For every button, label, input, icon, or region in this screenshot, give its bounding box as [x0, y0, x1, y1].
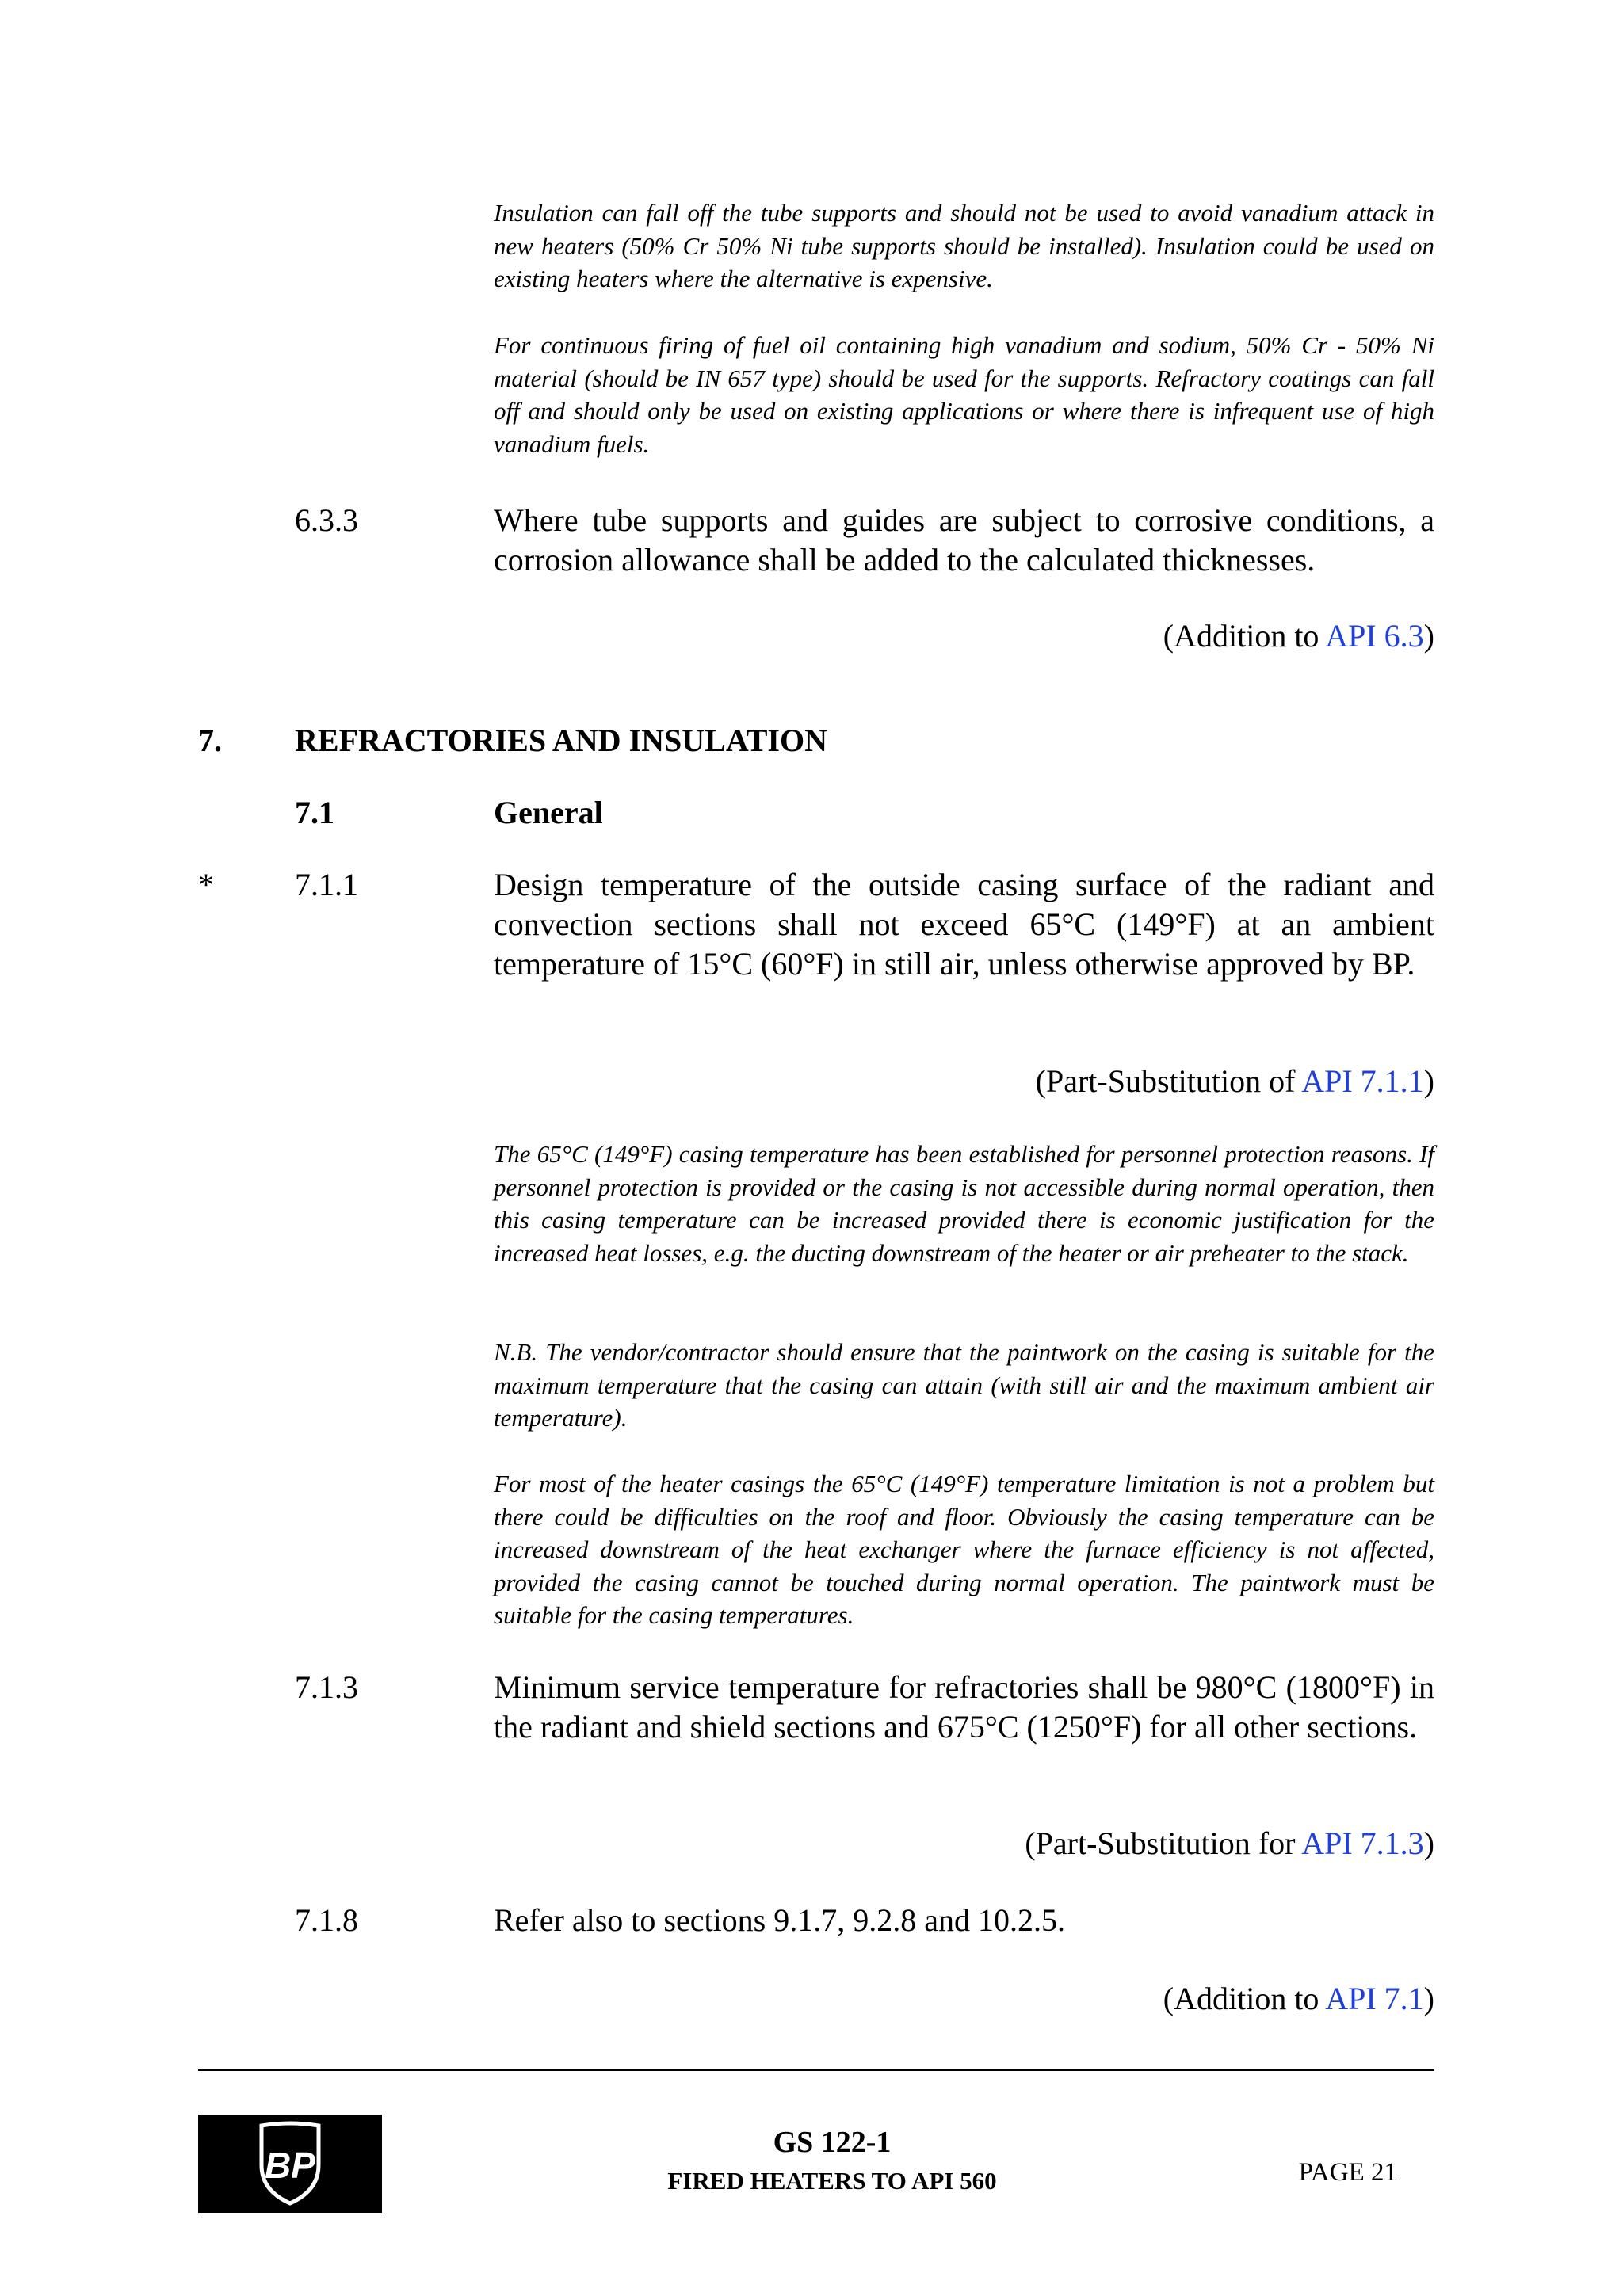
reference-suffix: ) [1423, 1981, 1434, 2016]
api-7-1-1-link[interactable]: API 7.1.1 [1301, 1063, 1424, 1099]
reference-prefix: (Part-Substitution of [1035, 1063, 1302, 1099]
bp-shield-icon [198, 2115, 382, 2213]
reference-suffix: ) [1423, 1063, 1434, 1099]
api-7-1-3-link[interactable]: API 7.1.3 [1301, 1825, 1424, 1861]
clause-text-7-1-1: Design temperature of the outside casing surface of the radiant and convection sections shall not exceed 65°C (149°F) at an ambient temperature of 15°C (60°F) in still air, unless otherwise approved by BP. [494, 867, 1434, 982]
clause-text-7-1-3: Minimum service temperature for refractories shall be 980°C (1800°F) in the radiant and shield sections and 675°C (1250°F) for all other sections. [494, 1669, 1434, 1745]
clause-number-6-3-3: 6.3.3 [295, 502, 358, 538]
clause-reference-7-1-1 [494, 1062, 1434, 1101]
subsection-number-7-1: 7.1 [295, 795, 334, 830]
clause-reference-7-1-8 [494, 1979, 1434, 2019]
bp-logo-text: BP [265, 2145, 315, 2186]
note-casing-temperature: The 65°C (149°F) casing temperature has been established for personnel protection reasons. If personnel protection is provided or the casing is not accessible during normal operation, then this casing temperature can be increased provided there is economic justification for the increased heat losses, e.g. the ducting downstream of the heater or air preheater to the stack. [494, 1140, 1434, 1267]
section-number-7: 7. [198, 723, 222, 758]
clause-text-7-1-8: Refer also to sections 9.1.7, 9.2.8 and 10.2.5. [494, 1902, 1065, 1938]
note-insulation: Insulation can fall off the tube supports and should not be used to avoid vanadium attack in new heaters (50% Cr 50% Ni tube supports should be installed). Insulation could be used on existing heaters where the alternative is expensive. [494, 199, 1434, 292]
clause-number-7-1-1: 7.1.1 [295, 867, 358, 902]
clause-number-7-1-3: 7.1.3 [295, 1669, 358, 1705]
footer-divider [198, 2069, 1434, 2071]
reference-prefix: (Addition to [1163, 1981, 1326, 2016]
reference-prefix: (Addition to [1163, 618, 1326, 654]
clause-number-7-1-8: 7.1.8 [295, 1902, 358, 1938]
note-heater-casings: For most of the heater casings the 65°C (149°F) temperature limitation is not a problem but there could be difficulties on the roof and floor. Obviously the casing temperature can be increased downstream of the heat exchanger where the furnace efficiency is not affected, provided the casing cannot be touched during normal operation. The paintwork must be suitable for the casing temperatures. [494, 1470, 1434, 1629]
clause-text-6-3-3: Where tube supports and guides are subject to corrosive conditions, a corrosion allowance shall be added to the calculated thicknesses. [494, 502, 1434, 578]
clause-reference-6-3-3 [494, 616, 1434, 656]
api-7-1-link[interactable]: API 7.1 [1325, 1981, 1424, 2016]
section-title-7: REFRACTORIES AND INSULATION [295, 723, 827, 758]
bp-logo [198, 2115, 382, 2213]
reference-suffix: ) [1423, 618, 1434, 654]
clause-asterisk-marker: * [198, 867, 214, 902]
reference-prefix: (Part-Substitution for [1025, 1825, 1302, 1861]
document-title: FIRED HEATERS TO API 560 [667, 2167, 997, 2195]
document-id: GS 122-1 [773, 2126, 892, 2159]
reference-suffix: ) [1423, 1825, 1434, 1861]
note-paintwork: N.B. The vendor/contractor should ensure that the paintwork on the casing is suitable for the maximum temperature that the casing can attain (with still air and the maximum ambient air temperature). [494, 1338, 1434, 1432]
page-number: PAGE 21 [1298, 2158, 1397, 2187]
api-6-3-link[interactable]: API 6.3 [1325, 618, 1424, 654]
clause-reference-7-1-3 [494, 1824, 1434, 1863]
subsection-title-7-1: General [494, 795, 603, 830]
note-continuous-firing: For continuous firing of fuel oil containing high vanadium and sodium, 50% Cr - 50% Ni material (should be IN 657 type) should be used for the supports. Refractory coatings can fall off and should only be used on existing applications or where there is infrequent use of high vanadium fuels. [494, 331, 1434, 458]
